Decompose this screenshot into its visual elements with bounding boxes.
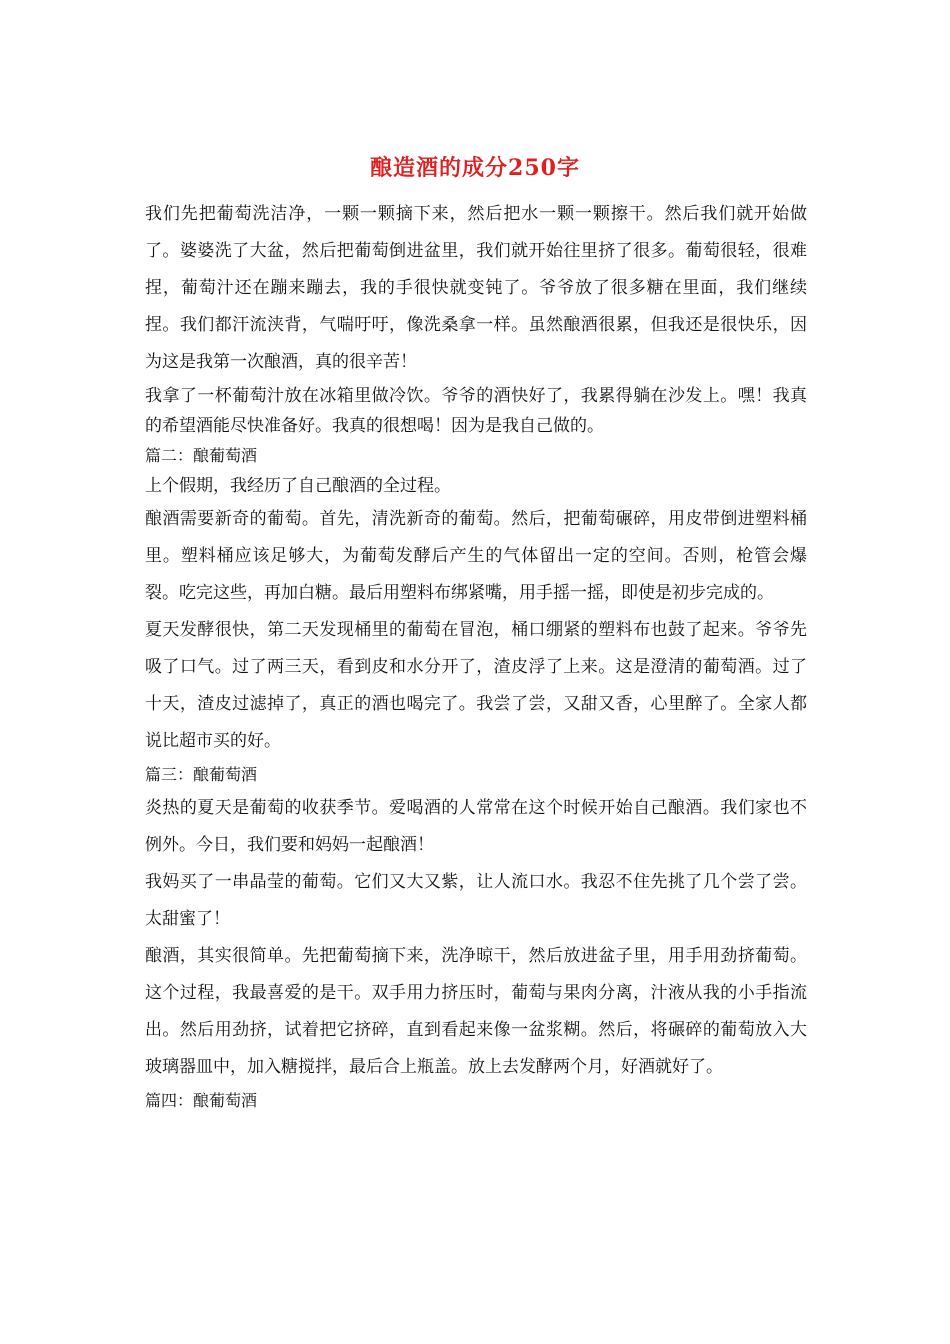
body-paragraph: 我拿了一杯葡萄汁放在冰箱里做冷饮。爷爷的酒快好了，我累得躺在沙发上。嘿！我真的希望酒能尽快准备好。我真的很想喝！因为是我自己做的。	[145, 386, 807, 436]
section-heading: 篇三：酿葡萄酒	[145, 765, 258, 784]
body-paragraph: 炎热的夏天是葡萄的收获季节。爱喝酒的人常常在这个时候开始自己酿酒。我们家也不例外。今日，我们要和妈妈一起酿酒！	[145, 798, 807, 855]
document-body	[145, 196, 807, 1116]
document-title: 酿造酒的成分250字	[370, 155, 580, 181]
body-paragraph: 上个假期，我经历了自己酿酒的全过程。	[145, 476, 451, 496]
body-paragraph: 酿酒需要新奇的葡萄。首先，清洗新奇的葡萄。然后，把葡萄碾碎，用皮带倒进塑料桶里。塑料桶应该足够大，为葡萄发酵后产生的气体留出一定的空间。否则，枪管会爆裂。吃完这些，再加白糖。最后用塑料布绑紧嘴，用手摇一摇，即使是初步完成的。	[145, 509, 807, 603]
body-paragraph: 酿酒，其实很简单。先把葡萄摘下来，洗净晾干，然后放进盆子里，用手用劲挤葡萄。这个过程，我最喜爱的是干。双手用力挤压时，葡萄与果肉分离，汁液从我的小手指流出。然后用劲挤，试着把它挤碎，直到看起来像一盆浆糊。然后，将碾碎的葡萄放入大玻璃器皿中，加入糖搅拌，最后合上瓶盖。放上去发酵两个月，好酒就好了。	[145, 946, 807, 1077]
body-paragraph: 我们先把葡萄洗洁净，一颗一颗摘下来，然后把水一颗一颗擦干。然后我们就开始做了。婆婆洗了大盆，然后把葡萄倒进盆里，我们就开始往里挤了很多。葡萄很轻，很难捏，葡萄汁还在蹦来蹦去，我的手很快就变钝了。爷爷放了很多糖在里面，我们继续捏。我们都汗流浃背，气喘吁吁，像洗桑拿一样。虽然酿酒很累，但我还是很快乐，因为这是我第一次酿酒，真的很辛苦！	[145, 204, 807, 372]
section-heading: 篇二：酿葡萄酒	[145, 446, 258, 465]
body-paragraph: 我妈买了一串晶莹的葡萄。它们又大又紫，让人流口水。我忍不住先挑了几个尝了尝。太甜蜜了！	[145, 872, 807, 929]
body-paragraph: 夏天发酵很快，第二天发现桶里的葡萄在冒泡，桶口绷紧的塑料布也鼓了起来。爷爷先吸了口气。过了两三天，看到皮和水分开了，渣皮浮了上来。这是澄清的葡萄酒。过了十天，渣皮过滤掉了，真正的酒也喝完了。我尝了尝，又甜又香，心里醉了。全家人都说比超市买的好。	[145, 620, 807, 751]
section-heading: 篇四：酿葡萄酒	[145, 1091, 258, 1110]
